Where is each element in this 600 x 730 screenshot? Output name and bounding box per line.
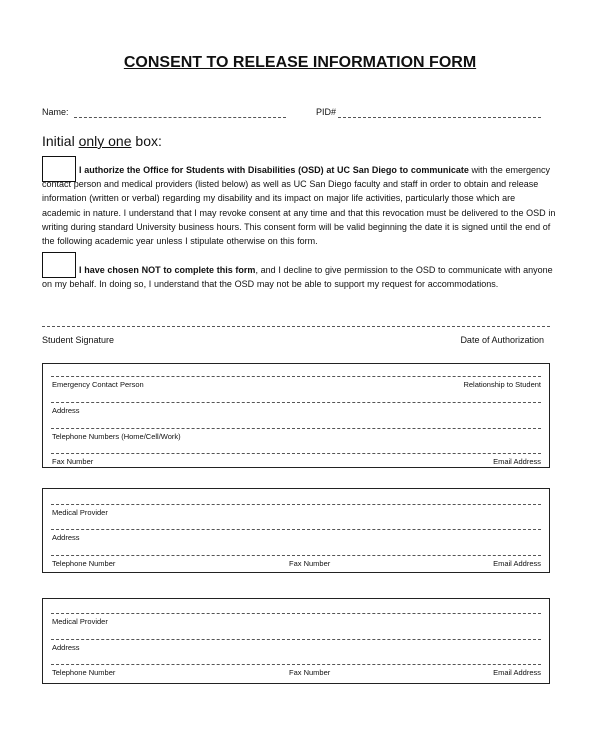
medical-provider-line[interactable]	[51, 613, 541, 614]
emergency-contact-line[interactable]	[51, 376, 541, 377]
relationship-label: Relationship to Student	[463, 380, 541, 389]
form-title: CONSENT TO RELEASE INFORMATION FORM	[123, 54, 477, 71]
emergency-contact-box	[42, 363, 550, 468]
decline-body-text: , and I decline to give permission to the OSD to communicate with anyone on my behalf. In doing so, I understand that the OSD may not be able to support my request for accommodations.	[42, 265, 553, 290]
email-label: Email Address	[493, 668, 541, 677]
address-label: Address	[52, 643, 80, 652]
telephone-label: Telephone Numbers (Home/Cell/Work)	[52, 432, 181, 441]
medical-provider-box-1	[42, 488, 550, 573]
fax-label: Fax Number	[289, 559, 331, 568]
telephone-label: Telephone Number	[52, 559, 116, 568]
address-line[interactable]	[51, 529, 541, 530]
medical-provider-label: Medical Provider	[52, 508, 108, 517]
email-label: Email Address	[493, 457, 541, 466]
fax-label: Fax Number	[289, 668, 331, 677]
address-label: Address	[52, 533, 80, 542]
address-line[interactable]	[51, 639, 541, 640]
consent-body-text: with the emergency contact person and medical providers (listed below) as well as UC San Diego faculty and staff in order to obtain and release information (written or verbal) regarding my disability and its impact on major life activities, particularly those which are academic in nature. I understand that I may revoke consent at any time and that this revocation must be delivered to the OSD in writing during standard University business hours. This consent form will be valid beginning the date it is signed until the end of the following academic year unless I stipulate otherwise on this form.	[42, 165, 556, 247]
emergency-contact-label: Emergency Contact Person	[52, 380, 144, 389]
initial-tail: box:	[131, 133, 162, 149]
initial-lead: Initial	[42, 133, 79, 149]
medical-provider-label: Medical Provider	[52, 617, 108, 626]
initial-emphasis: only one	[78, 133, 132, 149]
fax-label: Fax Number	[52, 457, 94, 466]
address-line[interactable]	[51, 402, 541, 403]
telephone-label: Telephone Number	[52, 668, 116, 677]
address-label: Address	[52, 406, 80, 415]
date-of-authorization-label: Date of Authorization	[460, 335, 544, 345]
telephone-line[interactable]	[51, 428, 541, 429]
consent-bold-text: I authorize the Office for Students with Disabilities (OSD) at UC San Diego to communicate	[79, 165, 469, 175]
pid-label: PID#	[316, 107, 337, 117]
signature-line[interactable]	[42, 326, 550, 327]
phone-fax-email-line[interactable]	[51, 555, 541, 556]
email-label: Email Address	[493, 559, 541, 568]
decline-paragraph	[42, 263, 556, 291]
phone-fax-email-line[interactable]	[51, 664, 541, 665]
fax-email-line[interactable]	[51, 453, 541, 454]
name-field[interactable]	[74, 117, 286, 118]
initial-instruction	[42, 133, 162, 149]
name-label: Name:	[42, 107, 69, 117]
medical-provider-box-2	[42, 598, 550, 684]
decline-bold-text: I have chosen NOT to complete this form	[79, 265, 256, 275]
pid-field[interactable]	[338, 117, 541, 118]
consent-paragraph	[42, 163, 556, 248]
student-signature-label: Student Signature	[42, 335, 115, 345]
medical-provider-line[interactable]	[51, 504, 541, 505]
